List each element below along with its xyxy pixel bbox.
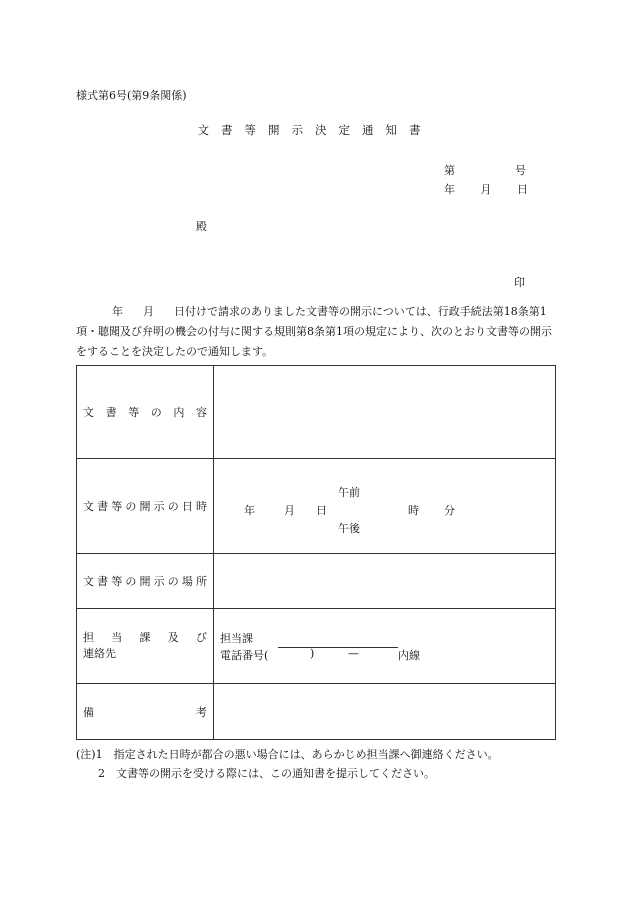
label-char: 示 [153,500,165,513]
table-row [77,459,556,554]
section-label: 担当課 [220,632,253,645]
body-paragraph [76,302,556,362]
label-char: 書 [105,406,117,419]
label-char: の [167,575,179,588]
contact-label-cell [77,609,214,684]
issue-month: 月 [480,183,492,196]
section-underline [278,647,398,648]
seal-mark: 印 [514,276,525,289]
contact-value-cell [214,609,556,684]
remarks-label [77,704,213,720]
label-char: の [125,575,137,588]
body-month: 月 [143,305,154,318]
body-text: 日付けで請求のありました文書等の開示については、行政手続法第18条第1項・聴聞及び弁明の機会の付与に関する規則第8条第1項の規定により、次のとおり文書等の開示をすることを決定したので通知します。 [76,305,552,358]
content-label-cell [77,366,214,459]
label-char: 場 [181,575,193,588]
datetime-value-cell [214,459,556,554]
number-suffix: 号 [515,164,526,177]
form-number: 様式第6号(第9条関係) [76,89,187,102]
content-label [77,404,213,420]
label-char: の [167,500,179,513]
table-row [77,684,556,740]
label-char: 開 [139,575,151,588]
datetime-day: 日 [316,504,327,517]
contact-label-line2: 連絡先 [83,647,116,660]
datetime-am: 午前 [338,486,360,499]
label-char: 所 [196,575,207,588]
issue-day: 日 [517,183,528,196]
remarks-label-cell [77,684,214,740]
label-char: び [196,631,207,644]
remarks-value-cell [214,684,556,740]
datetime-year: 年 [244,504,255,517]
place-label [77,573,213,589]
label-char: の [125,500,137,513]
label-char: 文 [83,406,94,419]
datetime-label [77,498,213,514]
note-2: 2 文書等の開示を受ける際には、この通知書を提示してください。 [98,767,435,780]
table-row [77,554,556,609]
label-char: 文 [83,575,94,588]
label-char: 等 [111,575,123,588]
place-label-cell [77,554,214,609]
addressee-suffix: 殿 [196,220,207,233]
datetime-pm: 午後 [338,522,360,535]
label-char: 示 [153,575,165,588]
label-char: 等 [128,406,140,419]
label-char: 文 [83,500,94,513]
label-char: 日 [181,500,193,513]
datetime-minute: 分 [444,504,455,517]
issue-date [444,181,528,197]
number-prefix: 第 [444,164,455,177]
phone-label: 電話番号( [220,649,269,662]
contact-label-line1 [83,630,207,646]
datetime-month: 月 [284,504,295,517]
label-char: 時 [196,500,207,513]
table-row [77,609,556,684]
label-char: 書 [97,500,109,513]
datetime-hour: 時 [408,504,419,517]
label-char: 内 [173,406,185,419]
extension-label: 内線 [398,649,420,662]
notes [76,745,499,783]
label-char: 備 [83,705,94,719]
disclosure-table [76,365,556,740]
label-char: 等 [111,500,123,513]
label-char: 書 [97,575,109,588]
document-title: 文書等開示決定通知書 [197,123,433,137]
note-1: (注)1 指定された日時が都合の悪い場合には、あらかじめ担当課へ御連絡ください。 [76,748,499,761]
datetime-label-cell [77,459,214,554]
label-char: 容 [195,406,207,419]
table-row [77,366,556,459]
phone-dash: — [348,647,359,660]
label-char: 課 [139,631,151,644]
label-char: 当 [111,631,123,644]
label-char: 及 [167,631,179,644]
content-value-cell [214,366,556,459]
phone-close-paren: ) [310,647,315,660]
place-value-cell [214,554,556,609]
label-char: 開 [139,500,151,513]
label-char: 担 [83,631,94,644]
label-char: の [150,406,162,419]
issue-year: 年 [444,183,455,196]
body-year: 年 [112,305,123,318]
label-char: 考 [196,705,207,719]
